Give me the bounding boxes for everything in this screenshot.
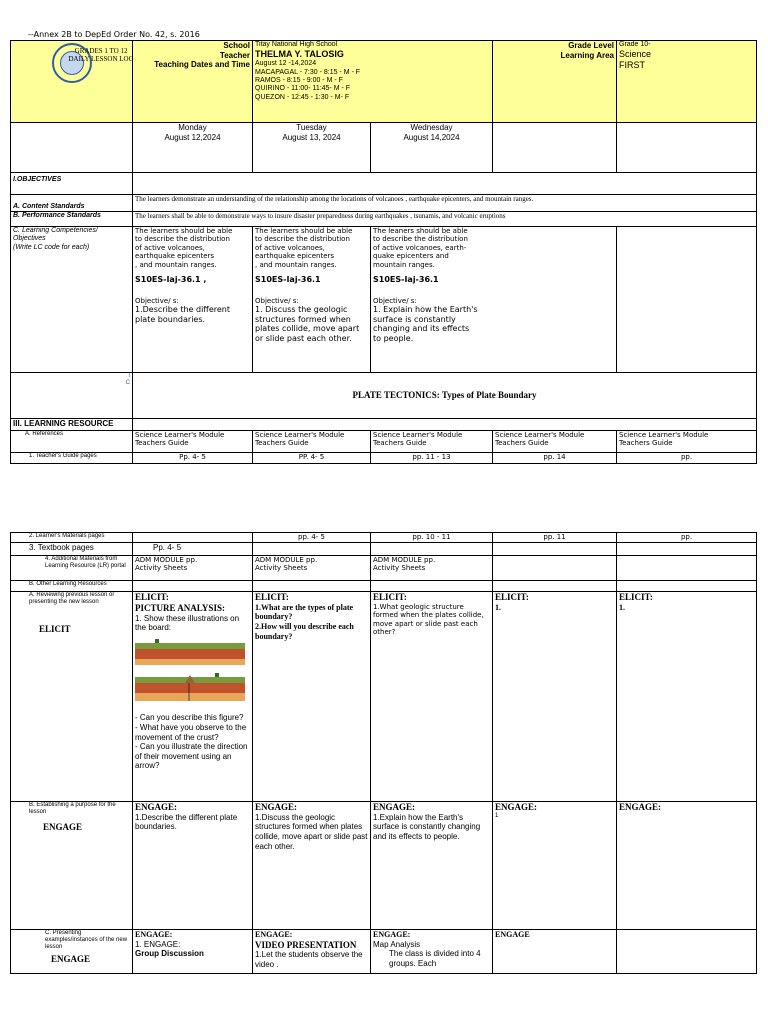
content-standards-label: A. Content Standards [11,195,133,212]
tg-pages: pp. 14 [493,453,617,464]
elicit-tuesday: ELICIT: 1.What are the types of plate boundary? 2.How will you describe each boundary? [253,592,371,802]
elicit-thursday: ELICIT: 1. [493,592,617,802]
performance-standards: The learners shall be able to demonstrate ways to insure disaster preparedness during earthquakes , tsunamis, and volcanic eruptions [133,212,757,227]
annex-note: --Annex 2B to DepEd Order No. 42, s. 2016 [28,30,200,39]
org-line2: DAILY LESSON LOG [68,54,134,63]
lm-pages [133,533,253,543]
competency-tuesday: The learners should be able to describe the distribution of active volcanoes, earthquake epicenters , and mountain ranges. S10ES-Iaj-36.1 Objective/ s: 1. Discuss the geologic structures formed when plates collide, move apart or slide past each other. [253,227,371,373]
dates-label: Teaching Dates and Time [154,60,250,70]
school-value: Titay National High School [255,41,338,48]
other-resources-label: B. Other Learning Resources [11,581,133,592]
competency-wednesday: The leaners should be able to describe the distribution of active volcanoes, earth- quake epicenters and mountain ranges. S10ES-Iaj-36.1 Objective/ s: 1. Explain how the Earth's surface is constantly changing and its effects to people. [371,227,617,373]
teacher-label: Teacher [219,50,250,60]
lc-code: S10ES-Iaj-36.1 [255,274,321,284]
procedure-a-label: A. Reviewing previous lesson or presenting the new lesson ELICIT [11,592,133,802]
additional-materials-label: 4. Additional Materials from Learning Resource (LR) portal [11,556,133,581]
engage-purpose-wednesday: ENGAGE: 1.Explain how the Earth's surface is constantly changing and its effects to people. [371,802,493,930]
lm-pages: pp. [617,533,757,543]
competency-monday: The learners should be able to describe the distribution of active volcanoes, earthquake epicenters , and mountain ranges. S10ES-Iaj-36.1 , Objective/ s: 1.Describe the different plate boundaries. [133,227,253,373]
lesson-topic: PLATE TECTONICS: Types of Plate Boundary [133,373,757,419]
lesson-log-top [10,40,757,464]
quarter-value: FIRST [619,60,645,71]
org-line1: GRADES 1 TO 12 [74,46,128,55]
grade-label: Grade Level [568,41,614,50]
lc-code: S10ES-Iaj-36.1 , [135,274,207,284]
schedule-row: MACAPAGAL - 7:30 - 8:15 - M - F [255,68,361,76]
header-values [253,41,493,123]
objectives-heading: I.OBJECTIVES [11,173,133,195]
day-tuesday: Tuesday August 13, 2024 [253,123,371,173]
tb-pages: Pp. 4- 5 [133,543,253,556]
reference-cell: Science Learner's Module Teachers Guide [371,431,493,453]
tg-pages-label: 1. Teacher's Guide pages [11,453,133,464]
engage-examples-tuesday: ENGAGE: VIDEO PRESENTATION 1.Let the students observe the video . [253,930,371,974]
reference-cell: Science Learner's Module Teachers Guide [133,431,253,453]
lm-pages-label: 2. Learner's Materials pages [11,533,133,543]
lm-pages: pp. 4- 5 [253,533,371,543]
schedule-row: RAMOS - 8:15 - 9:00 - M - F [255,76,343,84]
elicit-friday: ELICIT: 1. [617,592,757,802]
additional-material: ADM MODULE pp. Activity Sheets [133,556,253,581]
plate-boundary-illustration [135,637,245,707]
schedule-row: QUIRINO - 11:00- 11:45- M - F [255,85,351,93]
area-value: Science [619,49,652,60]
tg-pages: Pp. 4- 5 [133,453,253,464]
day-monday: Monday August 12,2024 [133,123,253,173]
lm-pages: pp. 11 [493,533,617,543]
school-label: School [223,41,250,50]
engage-examples-thursday: ENGAGE [493,930,617,974]
engage-purpose-friday: ENGAGE: [617,802,757,930]
procedure-b-label: B. Establishing a purpose for the lesson ENGAGE [11,802,133,930]
lc-code: S10ES-Iaj-36.1 [373,274,439,284]
engage-tag: ENGAGE [43,822,83,833]
reference-cell: Science Learner's Module Teachers Guide [493,431,617,453]
blank-cell [11,123,133,173]
elicit-monday: ELICIT: PICTURE ANALYSIS: 1. Show these illustrations on the board: - Can you describe this figure? - What have you observe to the movement of the crust? - Can you illustrate the direction of their movement using an arrow? [133,592,253,802]
lesson-log-bottom [10,532,757,974]
grade-value: Grade 10- [619,41,651,48]
teacher-value: THELMA Y. TALOSIG [255,49,344,60]
tg-pages: PP. 4- 5 [253,453,371,464]
lm-pages: pp. 10 - 11 [371,533,493,543]
additional-material: ADM MODULE pp. Activity Sheets [371,556,493,581]
tg-pages: pp. 11 - 13 [371,453,493,464]
tb-pages-label: 3. Textbook pages [11,543,133,556]
dates-value: August 12 -14,2024 [255,60,317,68]
deped-header [11,41,133,123]
content-standards: The learners demonstrate an understanding of the relationship among the locations of volcanoes , earthquake epicenters, and mountain ranges. [133,195,757,212]
area-label: Learning Area [560,50,614,60]
grade-labels [493,41,617,123]
elicit-wednesday: ELICIT: 1.What geologic structure formed when the plates collide, move apart or slide past each other? [371,592,493,802]
references-label: A. References [11,431,133,453]
content-marks: I C [11,373,133,419]
procedure-c-label: C. Presenting examples/instances of the new lesson ENGAGE [11,930,133,974]
engage-purpose-monday: ENGAGE: 1.Describe the different plate boundaries. [133,802,253,930]
reference-cell: Science Learner's Module Teachers Guide [617,431,757,453]
reference-cell: Science Learner's Module Teachers Guide [253,431,371,453]
engage-purpose-tuesday: ENGAGE: 1.Discuss the geologic structures formed when plates collide, move apart or slide past each other. [253,802,371,930]
elicit-tag: ELICIT [39,624,71,635]
engage-examples-wednesday: ENGAGE: Map Analysis The class is divided into 4 groups. Each [371,930,493,974]
resources-heading: III. LEARNING RESOURCE [11,419,133,431]
competency-label: C. Learning Competencies/ Objectives (Write LC code for each) [11,227,133,373]
tg-pages: pp. [617,453,757,464]
day-thursday [493,123,617,173]
engage-purpose-thursday: ENGAGE: 1 [493,802,617,930]
engage-tag: ENGAGE [51,953,91,964]
performance-standards-label: B. Performance Standards [11,212,133,227]
schedule-row: QUEZON - 12:45 - 1:30 - M- F [255,93,350,101]
day-friday [617,123,757,173]
day-wednesday: Wednesday August 14,2024 [371,123,493,173]
header-labels [133,41,253,123]
engage-examples-monday: ENGAGE: 1. ENGAGE: Group Discussion [133,930,253,974]
additional-material: ADM MODULE pp. Activity Sheets [253,556,371,581]
grade-values [617,41,757,123]
